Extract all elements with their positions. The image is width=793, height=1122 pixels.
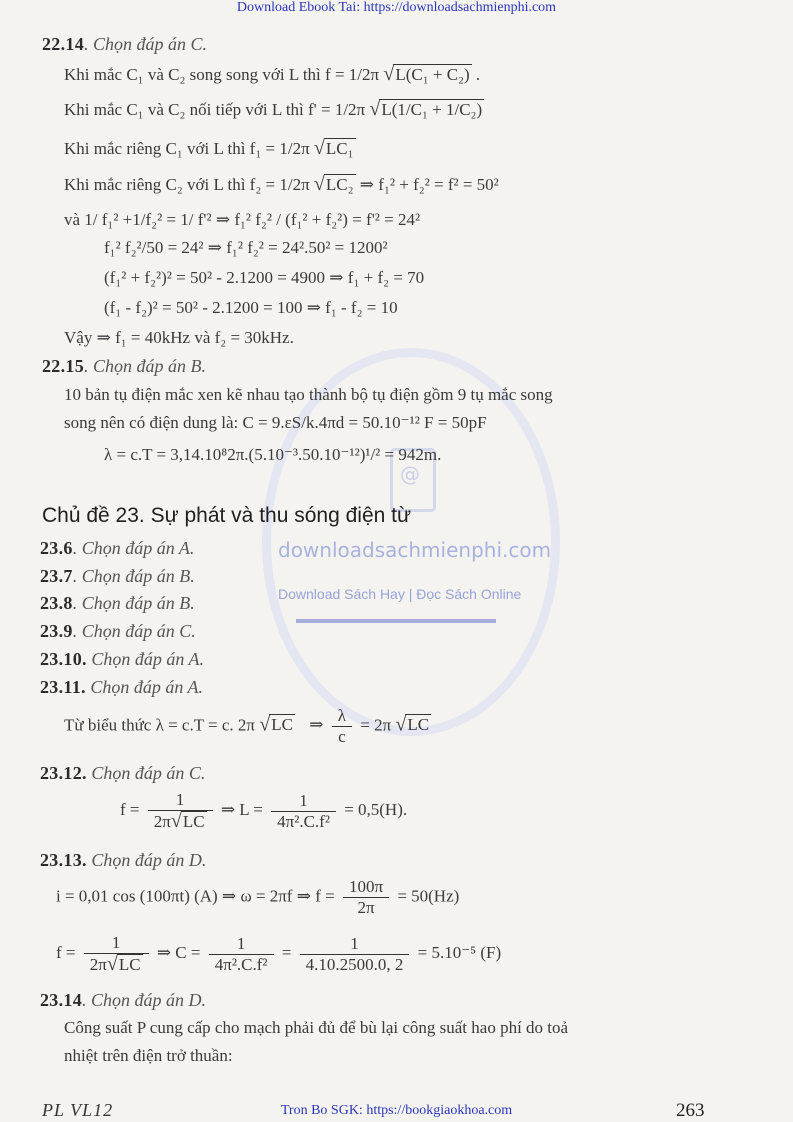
answer-23-11 [40, 677, 203, 698]
answer-number: 23.7 [40, 566, 73, 586]
denominator: c [338, 727, 346, 746]
denominator: 2π√LC [89, 953, 141, 975]
answer-number: 23.6 [40, 538, 73, 558]
answer-23-12 [40, 763, 205, 784]
line-series [64, 99, 484, 120]
line-9: Vậy ⇒ f₁ = 40kHz và f₂ = 30kHz. [64, 328, 294, 347]
fraction [271, 791, 336, 832]
numerator: λ [332, 706, 352, 727]
answer-choice: Chọn đáp án A. [86, 649, 204, 669]
answer-choice: Chọn đáp án D. [86, 850, 207, 870]
radicand: LC₁ [325, 139, 354, 158]
answer-23-13 [40, 850, 206, 871]
numerator: 1 [209, 934, 274, 955]
answer-number: 23.12. [40, 763, 87, 783]
formula-23-12 [120, 790, 407, 832]
answer-choice: . Chọn đáp án C. [84, 34, 208, 54]
equals: = [281, 942, 292, 962]
fraction [332, 706, 352, 747]
numerator: 1 [84, 933, 149, 954]
formula-23-13-b [56, 933, 501, 975]
answer-number: 23.10. [40, 649, 87, 669]
watermark-underline [296, 619, 496, 623]
fraction [343, 877, 389, 918]
radicand: LC₂ [325, 175, 354, 194]
answer-choice: . Chọn đáp án D. [82, 990, 207, 1010]
footer-book-code: PL VL12 [42, 1100, 114, 1120]
c1-text: Khi mắc riêng C₁ với L thì f₁ = 1/2π [64, 139, 310, 158]
paragraph-line: 10 bản tụ điện mắc xen kẽ nhau tạo thành bộ tụ điện gồm 9 tụ mắc song [64, 385, 553, 404]
formula-23-11 [64, 706, 431, 747]
line-c2 [64, 174, 499, 195]
answer-choice: . Chọn đáp án B. [72, 593, 195, 613]
f-label: f = [56, 942, 76, 962]
sqrt-icon: √ [313, 173, 325, 195]
line-6: f₁² f₂²/50 = 24² ⇒ f₁² f₂² = 24².50² = 1200² [104, 238, 388, 257]
c-label: ⇒ C = [156, 942, 201, 962]
fraction [300, 934, 410, 975]
implies-arrow: ⇒ [309, 715, 324, 735]
answer-number: 23.14 [40, 990, 82, 1010]
answer-23-8 [40, 593, 195, 614]
answer-23-9 [40, 621, 196, 642]
sqrt-icon: √ [369, 98, 381, 120]
answer-choice: . Chọn đáp án A. [72, 538, 195, 558]
at-sign-icon: @ [400, 462, 420, 486]
numerator: 1 [300, 934, 410, 955]
answer-choice: . Chọn đáp án B. [72, 566, 195, 586]
fraction [148, 790, 213, 832]
answer-22-15 [42, 356, 206, 377]
denominator: 4π².C.f² [214, 954, 268, 974]
sqrt-icon: √ [395, 713, 407, 736]
answer-choice: Chọn đáp án C. [86, 763, 206, 783]
answer-number: 23.9 [40, 621, 73, 641]
parallel-text: Khi mắc C₁ và C₂ song song với L thì f = 1/2π [64, 65, 380, 84]
page-number: 263 [676, 1100, 705, 1121]
radicand: L(1/C₁ + 1/C₂) [381, 100, 483, 119]
result: = 0,5(H). [344, 799, 408, 819]
sqrt-icon: √ [170, 810, 182, 832]
formula-prefix: Từ biểu thức λ = c.T = c. 2π [64, 715, 256, 735]
sqrt-icon: √ [313, 137, 325, 159]
answer-23-14 [40, 990, 206, 1011]
watermark-subtitle: Download Sách Hay | Đọc Sách Online [278, 586, 522, 602]
denominator: 2π√LC [153, 810, 205, 832]
radicand: LC [271, 715, 293, 735]
answer-22-14 [42, 34, 207, 55]
radicand: LC [118, 955, 141, 974]
denominator: 4.10.2500.0, 2 [305, 954, 404, 974]
line-7: (f₁² + f₂²)² = 50² - 2.1200 = 4900 ⇒ f₁ + f₂ = 70 [104, 268, 425, 287]
radicand: L(C₁ + C₂) [395, 65, 470, 84]
answer-number: 23.8 [40, 593, 73, 613]
denominator: 2π [357, 898, 375, 917]
answer-choice: . Chọn đáp án B. [84, 356, 207, 376]
chapter-heading: Chủ đề 23. Sự phát và thu sóng điện từ [42, 504, 412, 527]
answer-23-6 [40, 538, 194, 559]
radicand: LC [407, 715, 430, 735]
formula-23-13-a [56, 877, 459, 918]
answer-number: 23.11. [40, 677, 86, 697]
fraction [84, 933, 149, 975]
answer-number: 22.14 [42, 34, 84, 54]
result: = 50(Hz) [397, 886, 460, 906]
current-expr: i = 0,01 cos (100πt) (A) ⇒ ω = 2πf ⇒ f = [56, 886, 335, 906]
result: = 5.10⁻⁵ (F) [417, 942, 502, 962]
radicand: LC [182, 812, 205, 831]
header-download-link[interactable]: Download Ebook Tai: https://downloadsachmienphi.com [236, 0, 557, 15]
answer-number: 23.13. [40, 850, 87, 870]
line-parallel: Khi mắc C₁ và C₂ song song với L thì f = 1/2π √L(C₁ + C₂) . [64, 63, 481, 85]
sqrt-icon: √ [259, 713, 271, 736]
answer-choice: Chọn đáp án A. [85, 677, 203, 697]
f-label: f = [120, 799, 140, 819]
numerator: 1 [148, 790, 213, 811]
answer-23-10 [40, 649, 204, 670]
answer-23-7 [40, 566, 195, 587]
answer-number: 22.15 [42, 356, 84, 376]
fraction [209, 934, 274, 975]
denominator: 4π².C.f² [277, 811, 330, 831]
sqrt-icon: √ [106, 953, 118, 975]
l-label: ⇒ L = [220, 799, 263, 819]
line-c1 [64, 138, 356, 159]
line-5: và 1/ f₁² +1/f₂² = 1/ f'² ⇒ f₁² f₂² / (f₁² + f₂²) = f'² = 24² [64, 210, 421, 229]
watermark-title: downloadsachmienphi.com [278, 538, 552, 562]
c2-result: ⇒ f₁² + f₂² = f² = 50² [359, 175, 499, 194]
paragraph-line: song nên có điện dung là: C = 9.εS/k.4πd = 50.10⁻¹² F = 50pF [64, 413, 487, 432]
series-text: Khi mắc C₁ và C₂ nối tiếp với L thì f' = 1/2π [64, 100, 366, 119]
line-8: (f₁ - f₂)² = 50² - 2.1200 = 100 ⇒ f₁ - f₂ = 10 [104, 298, 398, 317]
paragraph-line: nhiệt trên điện trở thuần: [64, 1046, 233, 1065]
c2-text: Khi mắc riêng C₂ với L thì f₂ = 1/2π [64, 175, 310, 194]
numerator: 100π [343, 877, 389, 898]
footer-link[interactable]: Tron Bo SGK: https://bookgiaokhoa.com [280, 1103, 513, 1118]
formula-eq: = 2π [360, 715, 392, 735]
numerator: 1 [271, 791, 336, 812]
formula-line: λ = c.T = 3,14.10⁸2π.(5.10⁻³.50.10⁻¹²)¹/² = 942m. [104, 445, 442, 464]
sqrt-icon: √ [383, 63, 395, 85]
paragraph-line: Công suất P cung cấp cho mạch phải đủ để bù lại công suất hao phí do toả [64, 1018, 569, 1037]
answer-choice: . Chọn đáp án C. [72, 621, 196, 641]
